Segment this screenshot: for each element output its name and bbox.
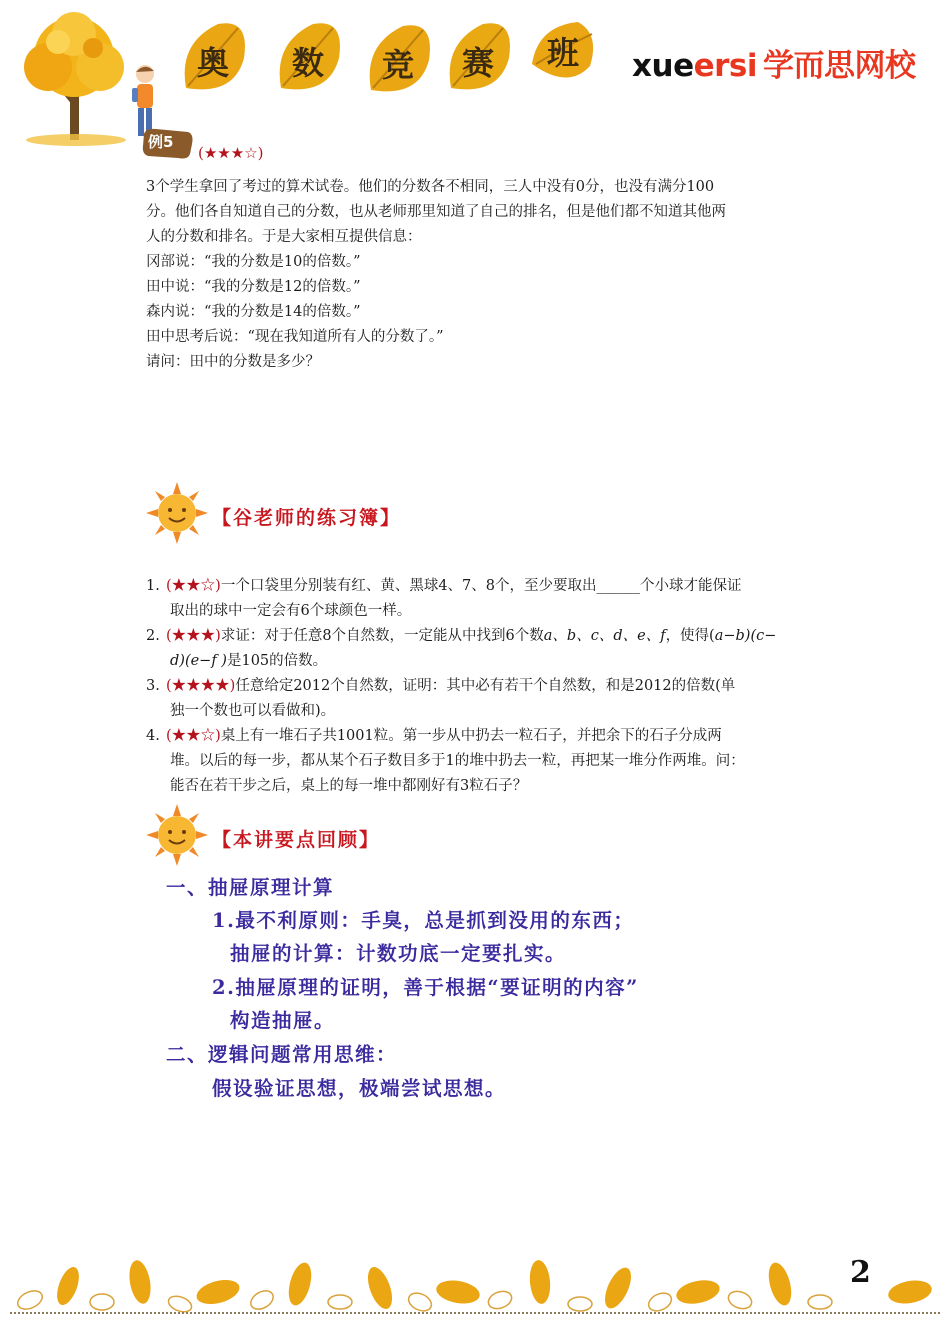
practice-question xyxy=(146,574,814,624)
practice-question xyxy=(146,624,814,674)
problem-line: 森内说：“我的分数是14的倍数。” xyxy=(146,304,361,320)
question-text: 独一个数也可以看做和)。 xyxy=(170,703,336,719)
footer-leaf-border xyxy=(0,1248,950,1328)
problem-line: 3个学生拿回了考过的算术试卷。他们的分数各不相同，三人中没有0分，也没有满分100 xyxy=(146,179,715,195)
title-leaves xyxy=(178,18,618,100)
question-variables: a、b、c、d、e、f xyxy=(543,628,666,644)
question-difficulty: (★★★) xyxy=(166,628,221,644)
practice-question xyxy=(146,674,814,724)
problem-line: 田中说：“我的分数是12的倍数。” xyxy=(146,279,361,295)
review-heading: 二、逻辑问题常用思维： xyxy=(166,1043,398,1066)
title-char: 赛 xyxy=(461,44,494,82)
question-text: 能否在若干步之后，桌上的每一堆中都刚好有3粒石子？ xyxy=(170,778,528,794)
title-char: 班 xyxy=(546,34,579,72)
question-difficulty: (★★★★) xyxy=(166,678,236,694)
example-badge: 例5 xyxy=(148,133,174,151)
question-number: 4. xyxy=(146,728,160,744)
question-text: 求证：对于任意8个自然数，一定能从中找到6个数 xyxy=(220,628,544,644)
title-leaf xyxy=(528,14,598,92)
question-text: 取出的球中一定会有6个球颜色一样。 xyxy=(170,603,412,619)
question-expression: d)(e−f ) xyxy=(170,653,227,669)
question-text: 任意给定2012个自然数，证明：其中必有若干个自然数，和是2012的倍数(单 xyxy=(235,678,736,694)
title-leaf xyxy=(443,18,513,96)
review-point: 2.抽屉原理的证明，善于根据“要证明的内容” xyxy=(212,976,639,999)
review-point: 抽屉的计算：计数功底一定要扎实。 xyxy=(230,942,567,965)
review-point: 1.最不利原则：手臭，总是抓到没用的东西； xyxy=(212,909,635,932)
problem-line: 请问：田中的分数是多少？ xyxy=(146,354,320,370)
page-number: 2 xyxy=(850,1255,871,1290)
question-number: 1. xyxy=(146,578,160,594)
brand-latin-accent: ersi xyxy=(693,48,757,84)
footer-divider xyxy=(10,1312,940,1316)
autumn-tree-illustration xyxy=(18,12,130,147)
question-text: 是105的倍数。 xyxy=(226,653,328,669)
review-point: 假设验证思想，极端尝试思想。 xyxy=(212,1077,507,1100)
practice-title: 【谷老师的练习簿】 xyxy=(212,507,402,529)
title-leaf xyxy=(178,18,248,96)
review-title: 【本讲要点回顾】 xyxy=(212,829,381,851)
problem-line: 分。他们各自知道自己的分数，也从老师那里知道了自己的排名，但是他们都不知道其他两 xyxy=(146,204,726,220)
problem-line: 冈部说：“我的分数是10的倍数。” xyxy=(146,254,361,270)
brand-logo xyxy=(632,40,915,85)
example-difficulty: (★★★☆) xyxy=(198,144,264,162)
question-text: 一个口袋里分别装有红、黄、黑球4、7、8个，至少要取出______个小球才能保证 xyxy=(220,578,742,594)
review-heading: 一、抽屉原理计算 xyxy=(166,876,335,899)
question-text: 桌上有一堆石子共1001粒。第一步从中扔去一粒石子，并把余下的石子分成两 xyxy=(220,728,722,744)
brand-chinese: 学而思网校 xyxy=(762,48,916,84)
example-problem xyxy=(146,175,816,375)
sun-icon xyxy=(146,804,208,866)
problem-line: 人的分数和排名。于是大家相互提供信息： xyxy=(146,229,422,245)
practice-question xyxy=(146,724,814,799)
question-number: 2. xyxy=(146,628,160,644)
title-char: 竞 xyxy=(381,46,414,84)
question-difficulty: (★★☆) xyxy=(166,728,221,744)
title-char: 数 xyxy=(291,44,324,82)
question-text: 堆。以后的每一步，都从某个石子数目多于1的堆中扔去一粒，再把某一堆分作两堆。问： xyxy=(170,753,745,769)
title-leaf xyxy=(363,20,433,98)
sun-icon xyxy=(146,482,208,544)
review-point: 构造抽屉。 xyxy=(230,1009,336,1032)
title-char: 奥 xyxy=(196,44,229,82)
question-difficulty: (★★☆) xyxy=(166,578,221,594)
title-leaf xyxy=(273,18,343,96)
question-text: ，使得( xyxy=(665,628,715,644)
brand-latin: xue xyxy=(632,48,694,84)
question-number: 3. xyxy=(146,678,160,694)
problem-line: 田中思考后说：“现在我知道所有人的分数了。” xyxy=(146,329,444,345)
question-expression: a−b)(c− xyxy=(714,628,777,644)
